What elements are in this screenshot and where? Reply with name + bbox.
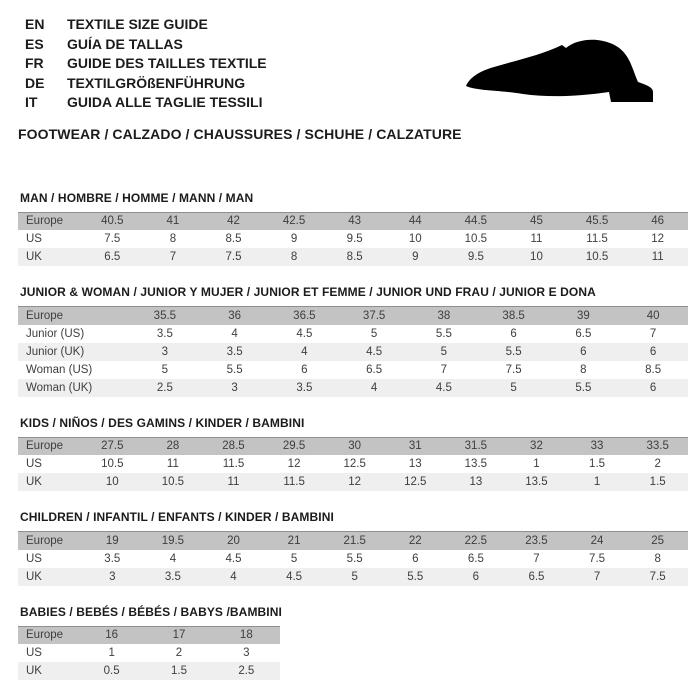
language-row bbox=[18, 15, 688, 35]
size-cell: 8.5 bbox=[346, 251, 363, 263]
size-cell: 33.5 bbox=[646, 440, 669, 453]
size-cell: 7 bbox=[440, 363, 448, 376]
row-label: Junior (UK) bbox=[26, 345, 85, 358]
size-cell: 6 bbox=[649, 345, 657, 358]
row-label: Junior (US) bbox=[26, 327, 85, 340]
size-cell: 4 bbox=[230, 570, 237, 583]
man-size-table bbox=[18, 212, 688, 267]
size-cell: 5 bbox=[440, 345, 448, 358]
size-cell: 19 bbox=[105, 534, 119, 547]
size-cell: 40.5 bbox=[101, 215, 124, 228]
section-babies-title: BABIES / BEBÉS / BÉBÉS / BABYS /BAMBINI bbox=[20, 604, 282, 619]
size-cell: 17 bbox=[172, 629, 186, 642]
table-row bbox=[18, 662, 280, 680]
size-cell: 41 bbox=[166, 215, 180, 228]
table-row bbox=[18, 361, 688, 379]
size-cell: 12 bbox=[287, 458, 301, 470]
babies-size-table bbox=[18, 626, 280, 681]
table-row bbox=[18, 532, 688, 550]
size-cell: 11 bbox=[227, 476, 240, 488]
language-title: TEXTILGRÖßENFÜHRUNG bbox=[67, 74, 246, 91]
size-cell: 8.5 bbox=[645, 363, 662, 376]
size-cell: 4.5 bbox=[286, 570, 303, 583]
size-cell: 13.5 bbox=[464, 458, 488, 470]
size-cell: 24 bbox=[590, 534, 604, 547]
size-cell: 9.5 bbox=[346, 233, 363, 245]
size-cell: 21 bbox=[287, 534, 301, 547]
size-cell: 1.5 bbox=[170, 665, 187, 677]
section-kids bbox=[18, 416, 688, 492]
size-cell: 36 bbox=[228, 309, 242, 322]
size-cell: 2.5 bbox=[156, 381, 173, 394]
size-cell: 6 bbox=[472, 570, 480, 583]
size-cell: 10.5 bbox=[101, 458, 124, 470]
size-cell: 36.5 bbox=[293, 309, 316, 322]
size-cell: 45.5 bbox=[585, 215, 609, 228]
row-label: Europe bbox=[26, 309, 64, 322]
table-row bbox=[18, 455, 688, 473]
size-cell: 23.5 bbox=[525, 534, 548, 547]
table-row bbox=[18, 230, 688, 248]
size-cell: 8 bbox=[169, 233, 177, 245]
size-cell: 9.5 bbox=[467, 251, 484, 263]
size-cell: 4 bbox=[370, 381, 378, 394]
size-cell: 7 bbox=[649, 327, 657, 340]
size-cell: 8.5 bbox=[225, 233, 242, 245]
size-cell: 29.5 bbox=[282, 440, 306, 453]
size-cell: 3.5 bbox=[156, 327, 173, 340]
size-cell: 45 bbox=[530, 215, 543, 228]
size-cell: 6.5 bbox=[575, 327, 592, 340]
size-cell: 6 bbox=[301, 363, 308, 376]
size-cell: 31 bbox=[408, 440, 422, 453]
size-cell: 6.5 bbox=[366, 363, 383, 376]
size-cell: 6 bbox=[510, 327, 517, 340]
size-cell: 10 bbox=[105, 476, 119, 488]
size-cell: 5.5 bbox=[575, 381, 592, 394]
size-cell: 12 bbox=[651, 233, 665, 245]
size-cell: 3.5 bbox=[296, 381, 313, 394]
size-cell: 3 bbox=[231, 381, 238, 394]
junior-woman-size-table bbox=[18, 306, 688, 397]
size-cell: 7 bbox=[593, 570, 601, 583]
row-label: UK bbox=[26, 665, 42, 677]
size-cell: 1 bbox=[108, 647, 115, 659]
size-cell: 7.5 bbox=[225, 251, 242, 263]
size-cell: 4.5 bbox=[296, 327, 313, 340]
size-cell: 22.5 bbox=[464, 534, 488, 547]
size-cell: 44 bbox=[408, 215, 422, 228]
language-title: TEXTILE SIZE GUIDE bbox=[67, 16, 208, 32]
size-tables bbox=[18, 191, 688, 681]
row-label: US bbox=[26, 552, 42, 565]
row-label: Europe bbox=[26, 629, 64, 642]
size-cell: 18 bbox=[239, 629, 253, 642]
size-cell: 1.5 bbox=[589, 458, 606, 470]
size-cell: 1 bbox=[593, 476, 601, 488]
row-label: Woman (US) bbox=[26, 363, 93, 376]
size-cell: 2 bbox=[654, 458, 661, 470]
size-cell: 7 bbox=[169, 251, 177, 263]
size-cell: 46 bbox=[651, 215, 665, 228]
size-cell: 12 bbox=[348, 476, 362, 488]
size-cell: 3 bbox=[161, 345, 169, 358]
section-kids-title: KIDS / NIÑOS / DES GAMINS / KINDER / BAMBINI bbox=[20, 415, 305, 430]
table-row bbox=[18, 248, 688, 266]
row-label: Europe bbox=[26, 215, 64, 228]
size-cell: 38.5 bbox=[502, 309, 525, 322]
size-cell: 3.5 bbox=[164, 570, 181, 583]
table-row bbox=[18, 626, 280, 644]
table-row bbox=[18, 307, 688, 325]
size-cell: 7.5 bbox=[589, 552, 606, 565]
size-cell: 13 bbox=[469, 476, 483, 488]
size-cell: 9 bbox=[290, 233, 298, 245]
size-cell: 27.5 bbox=[101, 440, 124, 453]
language-code: IT bbox=[25, 94, 38, 110]
language-code: ES bbox=[25, 35, 44, 52]
size-cell: 6 bbox=[649, 381, 657, 394]
size-cell: 11 bbox=[530, 233, 543, 245]
table-row bbox=[18, 437, 688, 455]
row-label: US bbox=[26, 458, 42, 470]
size-cell: 5 bbox=[161, 363, 169, 376]
size-cell: 4.5 bbox=[435, 381, 452, 394]
section-children-title: CHILDREN / INFANTIL / ENFANTS / KINDER / BAMBINI bbox=[20, 510, 334, 524]
size-cell: 42 bbox=[227, 215, 240, 228]
table-row bbox=[18, 550, 688, 568]
table-row bbox=[18, 644, 280, 662]
size-cell: 31.5 bbox=[464, 440, 488, 453]
size-cell: 44.5 bbox=[464, 215, 488, 228]
size-cell: 25 bbox=[651, 534, 665, 547]
size-cell: 6 bbox=[580, 345, 587, 358]
size-cell: 13.5 bbox=[525, 476, 548, 488]
language-code: EN bbox=[25, 16, 45, 32]
size-cell: 4 bbox=[231, 327, 238, 340]
children-size-table bbox=[18, 531, 688, 586]
size-cell: 10.5 bbox=[585, 251, 609, 263]
size-cell: 8 bbox=[290, 251, 298, 263]
size-cell: 5.5 bbox=[407, 570, 424, 583]
footwear-category-title: FOOTWEAR / CALZADO / CHAUSSURES / SCHUHE / CALZATURE bbox=[18, 125, 462, 142]
size-cell: 3 bbox=[243, 647, 250, 659]
language-title: GUIDA ALLE TAGLIE TESSILI bbox=[67, 94, 263, 110]
section-junior-woman-title: JUNIOR & WOMAN / JUNIOR Y MUJER / JUNIOR ET FEMME / JUNIOR UND FRAU / JUNIOR E DONA bbox=[20, 285, 596, 299]
size-cell: 8 bbox=[654, 552, 661, 565]
section-babies bbox=[18, 605, 688, 681]
language-title: GUÍA DE TALLAS bbox=[67, 35, 183, 52]
size-cell: 10 bbox=[408, 233, 422, 245]
size-cell: 6 bbox=[412, 552, 419, 565]
size-cell: 16 bbox=[105, 629, 119, 642]
size-cell: 5.5 bbox=[505, 345, 522, 358]
size-cell: 7.5 bbox=[649, 570, 666, 583]
size-cell: 2 bbox=[175, 647, 183, 659]
language-title: GUIDE DES TAILLES TEXTILE bbox=[67, 55, 267, 71]
size-cell: 11.5 bbox=[283, 476, 305, 488]
section-man-title: MAN / HOMBRE / HOMME / MANN / MAN bbox=[20, 190, 254, 205]
section-children bbox=[18, 510, 688, 586]
size-cell: 3.5 bbox=[226, 345, 243, 358]
size-cell: 4.5 bbox=[225, 552, 242, 565]
size-cell: 10.5 bbox=[464, 233, 488, 245]
size-cell: 5.5 bbox=[346, 552, 363, 565]
size-cell: 38 bbox=[437, 309, 451, 322]
size-cell: 4 bbox=[169, 552, 177, 565]
row-label: UK bbox=[26, 251, 42, 263]
size-cell: 37.5 bbox=[362, 309, 386, 322]
size-cell: 32 bbox=[530, 440, 543, 453]
row-label: US bbox=[26, 233, 42, 245]
row-label: Woman (UK) bbox=[26, 381, 93, 394]
size-cell: 39 bbox=[576, 309, 590, 322]
row-label: Europe bbox=[26, 440, 64, 453]
size-cell: 12.5 bbox=[343, 458, 366, 470]
size-cell: 20 bbox=[227, 534, 240, 547]
size-cell: 3.5 bbox=[104, 552, 121, 565]
size-cell: 5 bbox=[351, 570, 358, 583]
size-cell: 30 bbox=[348, 440, 362, 453]
size-cell: 10 bbox=[530, 251, 543, 263]
section-junior-woman bbox=[18, 285, 688, 397]
size-cell: 22 bbox=[408, 534, 422, 547]
table-row bbox=[18, 568, 688, 586]
size-cell: 1 bbox=[533, 458, 540, 470]
table-row bbox=[18, 343, 688, 361]
table-row bbox=[18, 325, 688, 343]
size-cell: 11.5 bbox=[586, 233, 608, 245]
size-cell: 5 bbox=[370, 327, 378, 340]
row-label: UK bbox=[26, 476, 42, 488]
size-cell: 1.5 bbox=[649, 476, 666, 488]
size-cell: 5 bbox=[510, 381, 517, 394]
size-cell: 0.5 bbox=[103, 665, 120, 677]
size-cell: 6.5 bbox=[528, 570, 545, 583]
size-cell: 12.5 bbox=[404, 476, 427, 488]
section-man bbox=[18, 191, 688, 267]
size-cell: 11 bbox=[166, 458, 179, 470]
size-cell: 2.5 bbox=[238, 665, 255, 677]
table-row bbox=[18, 212, 688, 230]
row-label: US bbox=[26, 647, 42, 659]
row-label: Europe bbox=[26, 534, 64, 547]
size-cell: 13 bbox=[408, 458, 422, 470]
size-cell: 8 bbox=[580, 363, 587, 376]
size-cell: 33 bbox=[590, 440, 604, 453]
kids-size-table bbox=[18, 437, 688, 492]
size-cell: 4 bbox=[301, 345, 308, 358]
size-cell: 11 bbox=[651, 251, 664, 263]
size-cell: 7.5 bbox=[505, 363, 522, 376]
size-cell: 7.5 bbox=[104, 233, 121, 245]
size-cell: 21.5 bbox=[343, 534, 366, 547]
size-cell: 28.5 bbox=[222, 440, 245, 453]
size-cell: 42.5 bbox=[282, 215, 306, 228]
table-row bbox=[18, 379, 688, 397]
size-cell: 35.5 bbox=[153, 309, 177, 322]
size-cell: 5.5 bbox=[226, 363, 243, 376]
size-cell: 19.5 bbox=[161, 534, 185, 547]
table-row bbox=[18, 473, 688, 491]
size-cell: 10.5 bbox=[161, 476, 185, 488]
row-label: UK bbox=[26, 570, 42, 583]
size-cell: 6.5 bbox=[467, 552, 484, 565]
size-cell: 11.5 bbox=[222, 458, 245, 470]
size-cell: 43 bbox=[348, 215, 362, 228]
shoe-silhouette-icon bbox=[463, 38, 677, 110]
size-cell: 5.5 bbox=[435, 327, 452, 340]
size-cell: 3 bbox=[109, 570, 116, 583]
language-code: FR bbox=[25, 55, 44, 71]
size-cell: 6.5 bbox=[104, 251, 121, 263]
size-cell: 7 bbox=[533, 552, 540, 565]
size-cell: 28 bbox=[166, 440, 180, 453]
size-cell: 40 bbox=[646, 309, 660, 322]
size-cell: 9 bbox=[412, 251, 419, 263]
language-code: DE bbox=[25, 74, 45, 91]
size-cell: 4.5 bbox=[366, 345, 383, 358]
size-cell: 5 bbox=[290, 552, 298, 565]
